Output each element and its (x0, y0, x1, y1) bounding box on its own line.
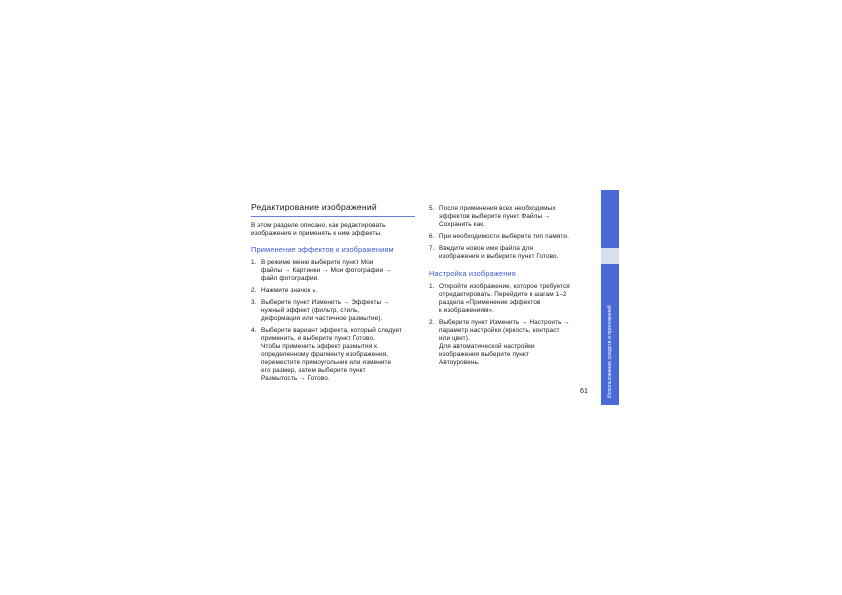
effects-steps (251, 259, 415, 383)
right-column (429, 205, 591, 371)
section-heading-adjust: Настройка изображения (429, 269, 516, 278)
step-text: Выберите пункт Изменить → Настроить → параметр настройки (яркость, контраст или цвет). (439, 319, 570, 342)
effects-icon: 𝓻 (312, 287, 316, 294)
effects-steps-continued (429, 205, 591, 261)
page-number: 61 (580, 386, 588, 395)
step-number: 4. (251, 327, 257, 334)
step-note: Чтобы применить эффект размытия к определенному фрагменту изображения, переместите прямоугольник или измените его размер, затем выберите пункт Размытость → Готово. (261, 343, 392, 382)
list-item (429, 245, 591, 261)
side-tab-marker (601, 248, 619, 264)
step-text: В режиме меню выберите пункт Мои файлы → Картинки → Мои фотографии → файл фотографии. (261, 259, 392, 282)
step-note: Для автоматической настройки изображения выберите пункт Автоуровень. (439, 343, 535, 366)
list-item (429, 205, 591, 229)
section-heading-effects: Применение эффектов к изображениям (251, 245, 394, 254)
step-text: Введите новое имя файла для изображения и выберите пункт Готово. (439, 245, 559, 260)
step-number: 3. (251, 299, 257, 306)
intro-text: В этом разделе описано, как редактировать изображения и применять к ним эффекты. (251, 222, 386, 237)
list-item (251, 287, 415, 295)
step-number: 5. (429, 205, 435, 212)
step-text: Откройте изображение, которое требуется отредактировать. Перейдите к шагам 1–2 раздела «Применение эффектов к изображениям». (439, 283, 570, 314)
period: . (315, 287, 318, 294)
step-number: 1. (251, 259, 257, 266)
step-number: 2. (429, 319, 435, 326)
list-item (251, 259, 415, 283)
step-text: Выберите пункт Изменить → Эффекты → нужный эффект (фильтр, стиль, деформация или частичное размытие). (261, 299, 390, 322)
step-number: 2. (251, 287, 257, 294)
step-text: Выберите вариант эффекта, который следует применить, и выберите пункт Готово. (261, 327, 402, 342)
step-text: При необходимости выберите тип памяти. (439, 233, 569, 240)
list-item (429, 283, 591, 315)
list-item (429, 319, 591, 367)
step-number: 6. (429, 233, 435, 240)
step-text: После применения всех необходимых эффектов выберите пункт Файлы → Сохранить как. (439, 205, 556, 228)
step-number: 7. (429, 245, 435, 252)
adjust-steps (429, 283, 591, 367)
title-rule (251, 216, 415, 217)
chapter-side-tab (601, 190, 619, 405)
left-column (251, 202, 415, 387)
step-text: Нажмите значок (261, 287, 313, 294)
list-item (429, 233, 591, 241)
page-title: Редактирование изображений (251, 202, 377, 212)
step-number: 1. (429, 283, 435, 290)
list-item (251, 299, 415, 323)
list-item (251, 327, 415, 383)
side-tab-label: Использование средств и приложений (607, 305, 613, 398)
